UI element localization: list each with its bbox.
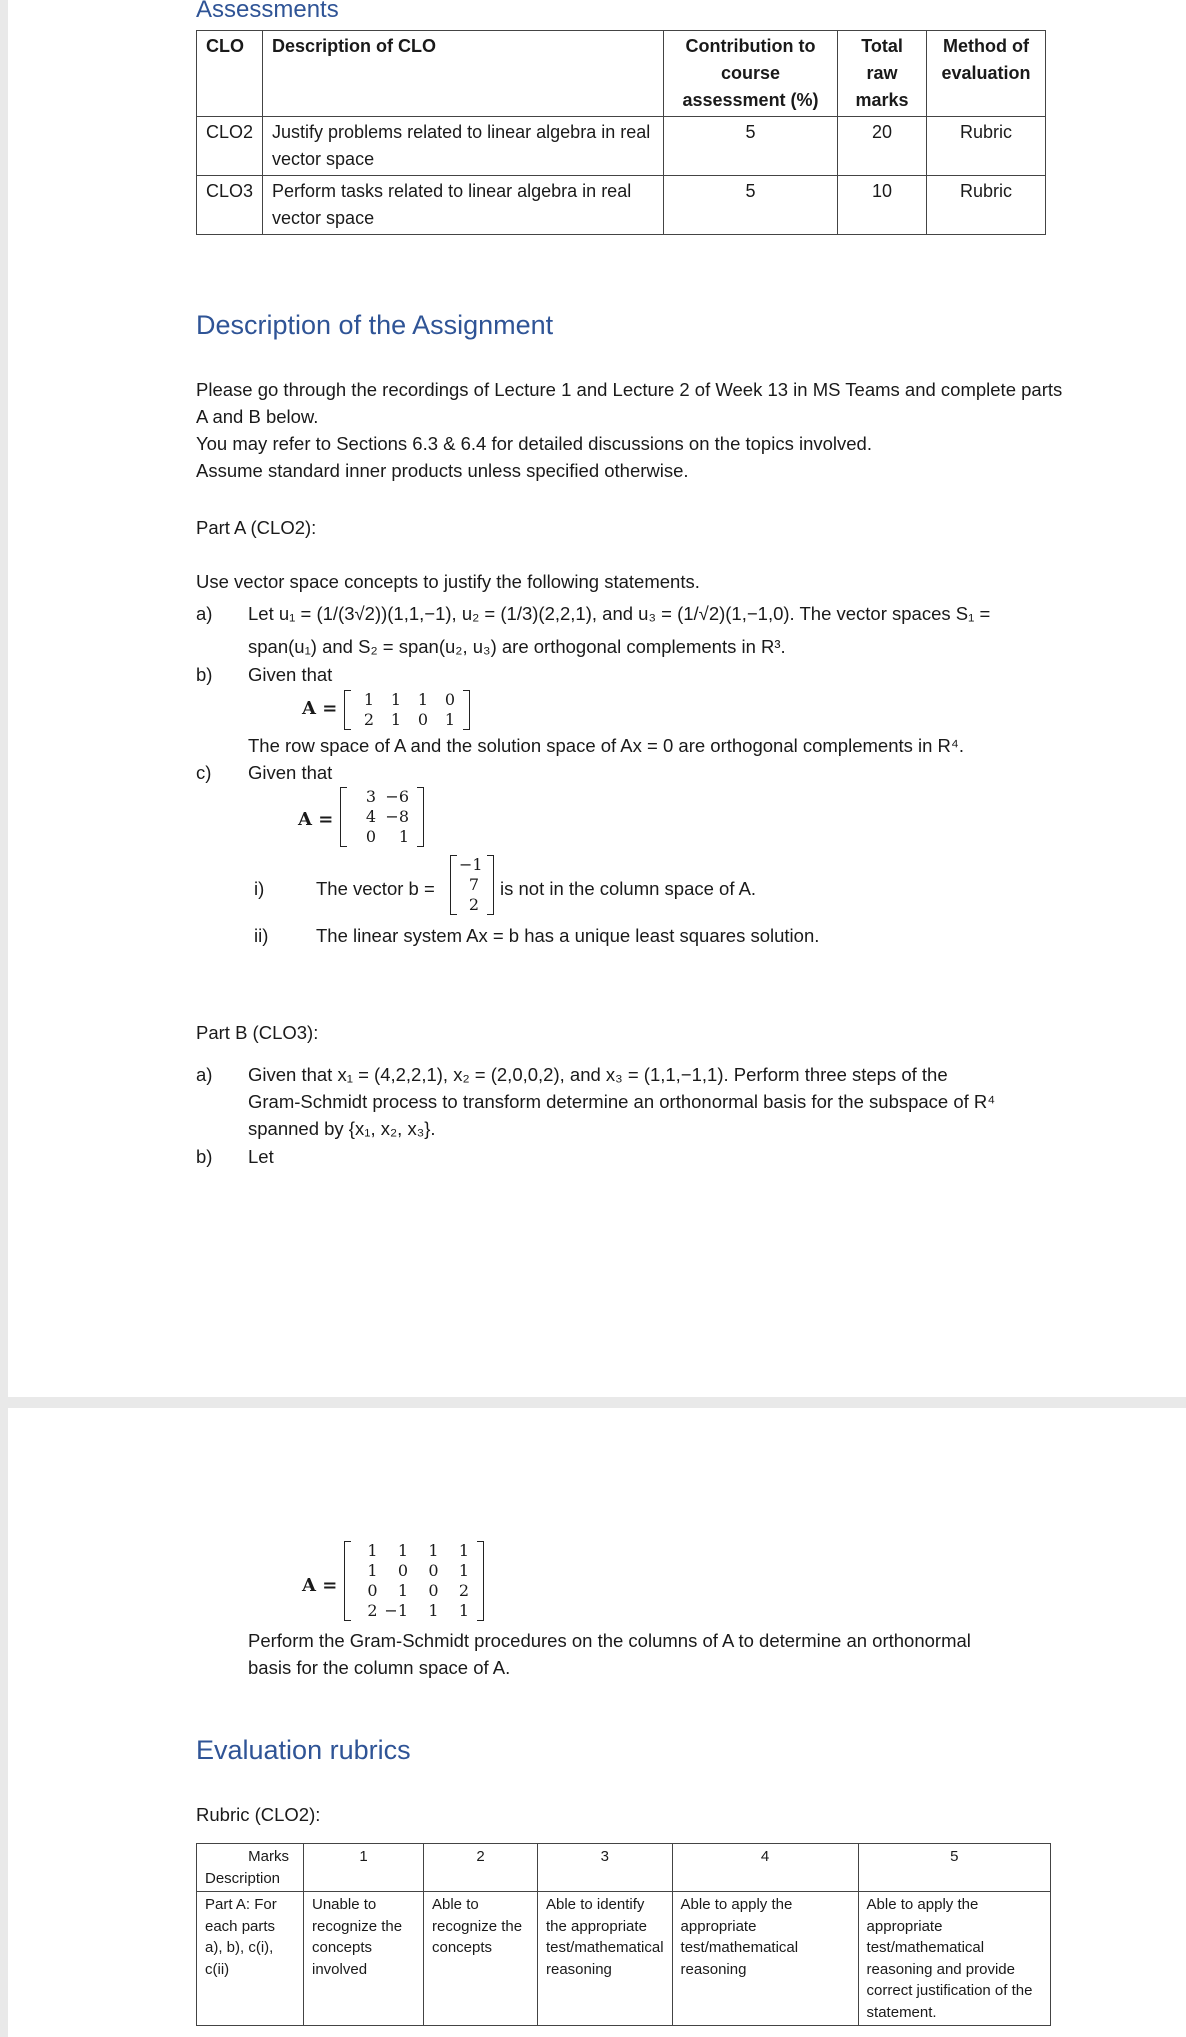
matrix-name: A = <box>298 809 334 830</box>
rubric-table <box>196 1843 1051 2026</box>
table-row <box>197 117 1046 176</box>
part-a-ci-post: is not in the column space of A. <box>500 878 757 899</box>
rubric-subtitle: Rubric (CLO2): <box>196 1804 321 1825</box>
rubric-corner <box>197 1844 304 1892</box>
rubric-cell: Able to recognize the concepts <box>424 1892 538 2026</box>
contribution-cell: 5 <box>664 117 838 176</box>
rubric-cell: Able to apply the appropriate test/mathematical reasoning <box>672 1892 858 2026</box>
level-header: 3 <box>538 1844 673 1892</box>
matrix-name: A = <box>302 698 338 719</box>
description-cell: Justify problems related to linear algebra in real vector space <box>263 117 664 176</box>
part-a-cii-label: ii) <box>254 925 269 946</box>
part-a-c-matrix <box>340 787 424 847</box>
part-b-b-body <box>248 1627 1088 1681</box>
part-a-a-label: a) <box>196 603 213 624</box>
part-a-ci-label: i) <box>254 878 265 899</box>
description-cell: Perform tasks related to linear algebra in real vector space <box>263 176 664 235</box>
part-b-b-text: Let <box>248 1146 274 1167</box>
part-a-b-matrix <box>344 690 470 730</box>
part-a-b-label: b) <box>196 664 213 685</box>
matrix-row: 2 1 0 1 <box>363 710 455 729</box>
clo-header: CLO <box>197 31 263 117</box>
part-b-a-line: spanned by {x₁, x₂, x₃}. <box>248 1118 436 1139</box>
matrix-row: 0 1 <box>365 827 409 846</box>
part-b-b-matrix <box>344 1541 484 1621</box>
method-cell: Rubric <box>927 117 1046 176</box>
matrix-row: 2 −1 1 1 <box>367 1601 469 1620</box>
part-a-b-text: The row space of A and the solution space of Ax = 0 are orthogonal complements in R⁴. <box>248 735 964 756</box>
part-b-a-line: Given that x₁ = (4,2,2,1), x₂ = (2,0,0,2), and x₃ = (1,1,−1,1). Perform three steps of the <box>248 1064 948 1085</box>
description-label: Description <box>205 1869 281 1887</box>
total-marks-header: Total raw marks <box>838 31 927 117</box>
level-header: 2 <box>424 1844 538 1892</box>
marks-cell: 10 <box>838 176 927 235</box>
rubric-cell: Able to apply the appropriate test/mathematical reasoning and provide correct justification of the statement. <box>858 1892 1050 2026</box>
part-b-a-line: Gram-Schmidt process to transform determine an orthonormal basis for the subspace of R⁴ <box>248 1091 996 1112</box>
part-a-cii-text: The linear system Ax = b has a unique least squares solution. <box>316 925 820 946</box>
part-b-title: Part B (CLO3): <box>196 1022 319 1043</box>
contribution-cell: 5 <box>664 176 838 235</box>
level-header: 4 <box>672 1844 858 1892</box>
description-paragraph: You may refer to Sections 6.3 & 6.4 for detailed discussions on the topics involved. <box>196 433 872 454</box>
part-a-ci-vector <box>450 855 494 915</box>
description-body <box>196 376 1066 484</box>
description-paragraph: Assume standard inner products unless specified otherwise. <box>196 460 689 481</box>
matrix-row: 1 0 0 1 <box>367 1561 469 1580</box>
part-a-c-given: Given that <box>248 762 333 783</box>
part-a-a-text2: span(u₁) and S₂ = span(u₂, u₃) are orthogonal complements in R³. <box>248 636 786 657</box>
part-a-c-label: c) <box>196 762 212 783</box>
description-heading: Description of the Assignment <box>196 310 554 340</box>
level-header: 1 <box>304 1844 424 1892</box>
vector-row: 7 <box>468 875 479 894</box>
vector-row: −1 <box>459 855 483 874</box>
rubric-cell: Able to identify the appropriate test/mathematical reasoning <box>538 1892 673 2026</box>
matrix-name: A = <box>302 1575 338 1596</box>
clo-cell: CLO3 <box>197 176 263 235</box>
method-header: Method of evaluation <box>927 31 1046 117</box>
part-b-a-label: a) <box>196 1064 213 1085</box>
part-a-ci-pre: The vector b = <box>316 878 435 899</box>
marks-cell: 20 <box>838 117 927 176</box>
part-a-a-text: Let u₁ = (1/(3√2))(1,1,−1), u₂ = (1/3)(2,2,1), and u₃ = (1/√2)(1,−1,0). The vector spaces S₁ = <box>248 603 991 624</box>
matrix-row: 4 −8 <box>365 807 409 826</box>
rubrics-heading: Evaluation rubrics <box>196 1735 411 1765</box>
clo-table <box>196 30 1046 235</box>
description-paragraph: Please go through the recordings of Lecture 1 and Lecture 2 of Week 13 in MS Teams and complete parts A and B below. <box>196 379 1063 427</box>
page-1 <box>8 0 1186 1397</box>
part-b-a-text <box>248 1061 1088 1142</box>
part-b-b-line: Perform the Gram-Schmidt procedures on the columns of A to determine an orthonormal <box>248 1630 971 1651</box>
page-2 <box>8 1408 1186 2037</box>
contribution-header: Contribution to course assessment (%) <box>664 31 838 117</box>
clo-cell: CLO2 <box>197 117 263 176</box>
marks-label: Marks <box>248 1848 289 1865</box>
matrix-row: 1 1 1 0 <box>363 690 455 709</box>
part-b-b-label: b) <box>196 1146 213 1167</box>
part-a-intro: Use vector space concepts to justify the following statements. <box>196 571 700 592</box>
vector-row: 2 <box>468 895 479 914</box>
description-header: Description of CLO <box>263 31 664 117</box>
table-row <box>197 176 1046 235</box>
part-b-b-line: basis for the column space of A. <box>248 1657 511 1678</box>
table-row <box>197 1892 1051 2026</box>
part-a-b-given: Given that <box>248 664 333 685</box>
rubric-cell: Unable to recognize the concepts involved <box>304 1892 424 2026</box>
matrix-row: 0 1 0 2 <box>367 1581 469 1600</box>
part-a-title: Part A (CLO2): <box>196 517 317 538</box>
matrix-row: 3 −6 <box>365 787 409 806</box>
assessments-heading: Assessments <box>196 0 339 23</box>
method-cell: Rubric <box>927 176 1046 235</box>
level-header: 5 <box>858 1844 1050 1892</box>
rubric-row-label: Part A: For each parts a), b), c(i), c(ii) <box>197 1892 304 2026</box>
matrix-row: 1 1 1 1 <box>367 1541 469 1560</box>
